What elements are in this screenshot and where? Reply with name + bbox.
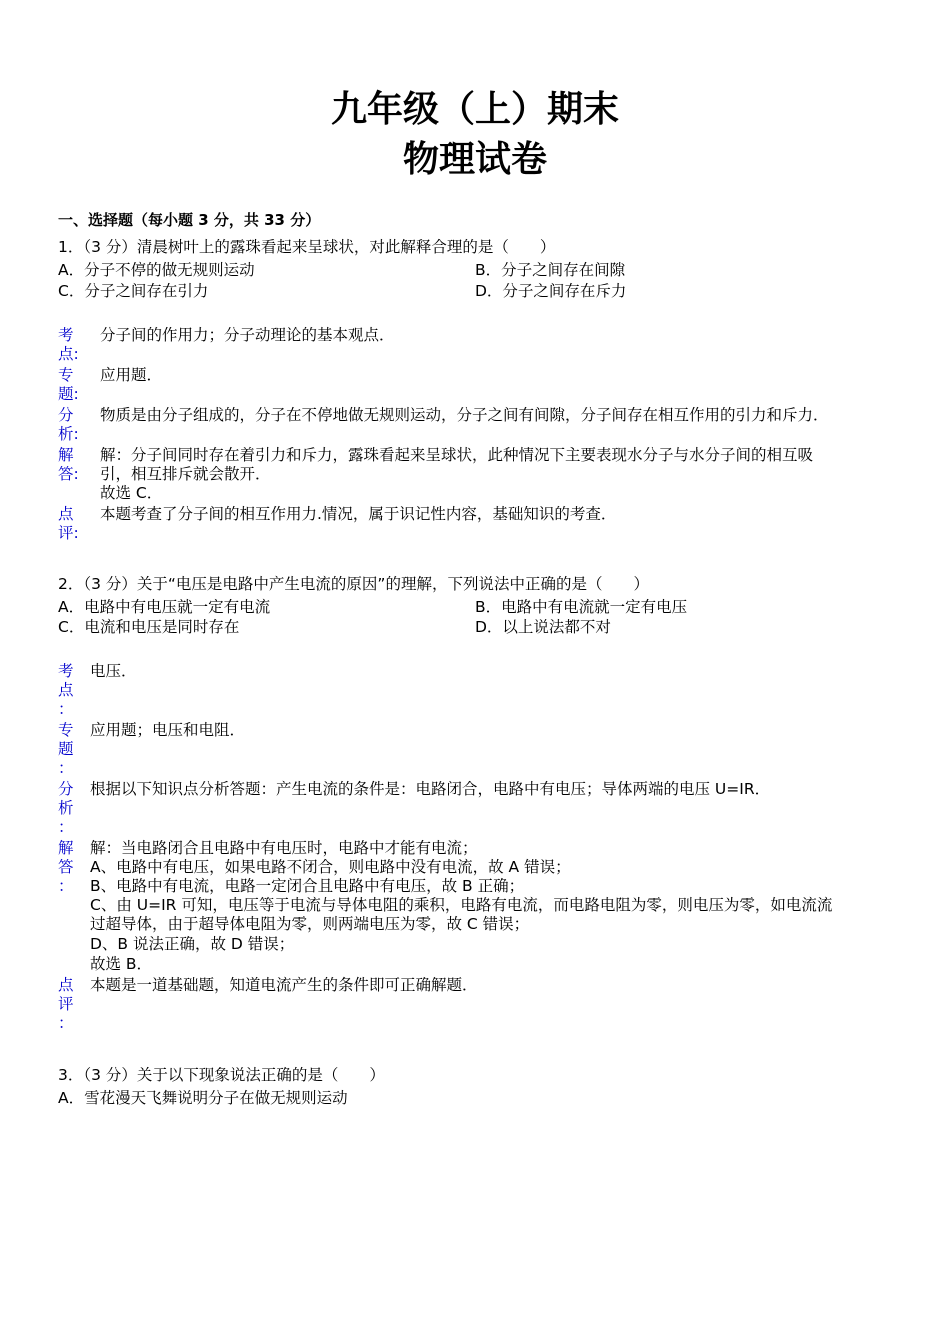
q2-zhuanti-text: 应用题；电压和电阻．	[90, 721, 246, 739]
q2-fenxi-text: 根据以下知识点分析答题：产生电流的条件是：电路闭合，电路中有电压；导体两端的电压 U=IR．	[90, 780, 771, 798]
question-1-option-a: A．分子不停的做无规则运动	[58, 261, 255, 279]
q2-fenxi-label: 分 析 ：	[58, 780, 74, 836]
question-2-option-c: C．电流和电压是同时存在	[58, 618, 240, 636]
q2-kaodian-text: 电压．	[90, 662, 137, 680]
q2-jieda-line-6: D、B 说法正确，故 D 错误；	[90, 935, 295, 953]
q1-jieda-line-2: 引，相互排斥就会散开．	[100, 465, 271, 483]
question-2-option-d: D．以上说法都不对	[475, 618, 611, 636]
q1-jieda-line-1: 解：分子间同时存在着引力和斥力，露珠看起来呈球状，此种情况下主要表现水分子与水分子间的相互吸	[100, 446, 814, 464]
question-1-option-b: B．分子之间存在间隙	[475, 261, 626, 279]
q2-jieda-line-5: 过超导体，由于超导体电阻为零，则两端电压为零，故 C 错误；	[90, 915, 530, 933]
q2-jieda-label: 解 答 ：	[58, 839, 74, 895]
page-title: 九年级（上）期末	[330, 89, 619, 130]
question-2-stem: 2．（3 分）关于“电压是电路中产生电流的原因”的理解，下列说法中正确的是（ ）	[58, 575, 649, 593]
q1-kaodian-text: 分子间的作用力；分子动理论的基本观点．	[100, 326, 395, 344]
q2-jieda-line-4: C、由 U=IR 可知，电压等于电流与导体电阻的乘积，电路有电流，而电路电阻为零，则电压为零，如电流流	[90, 896, 833, 914]
q2-jieda-line-2: A、电路中有电压，如果电路不闭合，则电路中没有电流，故 A 错误；	[90, 858, 571, 876]
question-1-option-d: D．分子之间存在斥力	[475, 282, 627, 300]
question-1-stem: 1．（3 分）清晨树叶上的露珠看起来呈球状，对此解释合理的是（ ）	[58, 238, 556, 256]
q2-zhuanti-label: 专 题 ：	[58, 721, 74, 777]
q2-jieda-line-7: 故选 B．	[90, 955, 153, 973]
q1-zhuanti-text: 应用题．	[100, 366, 163, 384]
q1-zhuanti-label: 专 题:	[58, 366, 79, 403]
q1-kaodian-label: 考 点:	[58, 326, 79, 363]
q2-dianping-text: 本题是一道基础题，知道电流产生的条件即可正确解题．	[90, 976, 478, 994]
question-3-stem: 3．（3 分）关于以下现象说法正确的是（ ）	[58, 1066, 385, 1084]
q1-fenxi-label: 分 析:	[58, 406, 79, 443]
q2-kaodian-label: 考 点 ：	[58, 662, 74, 718]
q2-jieda-line-3: B、电路中有电流，电路一定闭合且电路中有电压，故 B 正确；	[90, 877, 525, 895]
q1-fenxi-text: 物质是由分子组成的，分子在不停地做无规则运动，分子之间有间隙，分子间存在相互作用的引力和斥力．	[100, 406, 829, 424]
question-2-option-b: B．电路中有电流就一定有电压	[475, 598, 688, 616]
q1-jieda-line-3: 故选 C．	[100, 484, 163, 502]
question-2-option-a: A．电路中有电压就一定有电流	[58, 598, 271, 616]
question-3-option-a: A．雪花漫天飞舞说明分子在做无规则运动	[58, 1089, 348, 1107]
q1-dianping-label: 点 评:	[58, 505, 79, 542]
section-heading: 一、选择题（每小题 3 分，共 33 分）	[58, 211, 321, 229]
q2-jieda-line-1: 解：当电路闭合且电路中有电压时，电路中才能有电流；	[90, 839, 478, 857]
page-subtitle: 物理试卷	[402, 139, 547, 180]
q1-jieda-label: 解 答:	[58, 446, 79, 483]
q1-dianping-text: 本题考查了分子间的相互作用力.情况，属于识记性内容，基础知识的考查．	[100, 505, 617, 523]
question-1-option-c: C．分子之间存在引力	[58, 282, 209, 300]
q2-dianping-label: 点 评 ：	[58, 976, 74, 1032]
